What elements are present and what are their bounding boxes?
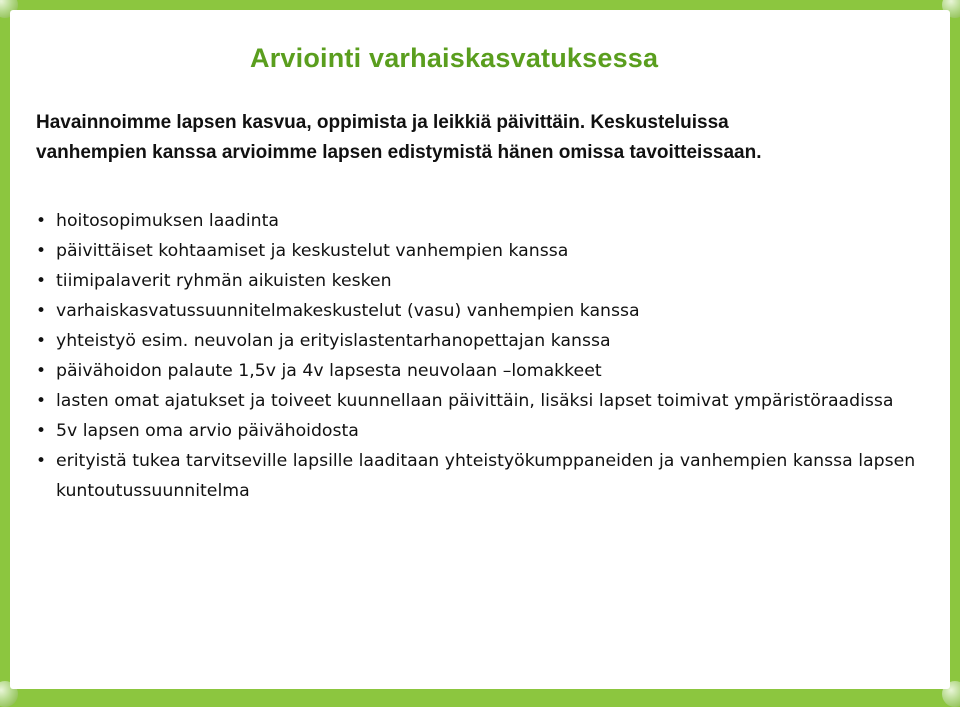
bullet-text: varhaiskasvatussuunnitelmakeskustelut (vasu) vanhempien kanssa xyxy=(56,301,640,321)
bullet-icon: • xyxy=(36,421,47,441)
bullet-text: hoitosopimuksen laadinta xyxy=(56,211,279,231)
bullet-icon: • xyxy=(36,241,47,261)
bullet-item xyxy=(36,206,936,236)
bullet-text: lasten omat ajatukset ja toiveet kuunnellaan päivittäin, lisäksi lapset toimivat ympäristöraadissa xyxy=(56,391,894,411)
bullet-icon: • xyxy=(36,211,47,231)
bullet-text: päivittäiset kohtaamiset ja keskustelut vanhempien kanssa xyxy=(56,241,569,261)
bullet-item xyxy=(36,446,936,506)
intro-paragraph xyxy=(36,108,916,168)
bullet-text: tiimipalaverit ryhmän aikuisten kesken xyxy=(56,271,392,291)
bullet-icon: • xyxy=(36,331,47,351)
bullet-text: päivähoidon palaute 1,5v ja 4v lapsesta neuvolaan –lomakkeet xyxy=(56,361,602,381)
slide-content xyxy=(10,10,950,689)
bullet-item xyxy=(36,356,936,386)
intro-line-2: vanhempien kanssa arvioimme lapsen edistymistä hänen omissa tavoitteissaan. xyxy=(36,142,762,163)
bullet-icon: • xyxy=(36,451,47,471)
bullet-icon: • xyxy=(36,271,47,291)
bullet-item xyxy=(36,416,936,446)
bullet-item xyxy=(36,326,936,356)
bullet-text: yhteistyö esim. neuvolan ja erityislastentarhanopettajan kanssa xyxy=(56,331,611,351)
bullet-icon: • xyxy=(36,391,47,411)
bullet-text: 5v lapsen oma arvio päivähoidosta xyxy=(56,421,359,441)
bullet-item xyxy=(36,236,936,266)
bullet-list xyxy=(36,206,936,506)
bullet-item xyxy=(36,386,936,416)
bullet-item xyxy=(36,266,936,296)
bullet-icon: • xyxy=(36,301,47,321)
bullet-item xyxy=(36,296,936,326)
slide-title: Arviointi varhaiskasvatuksessa xyxy=(250,43,659,73)
intro-line-1: Havainnoimme lapsen kasvua, oppimista ja leikkiä päivittäin. Keskusteluissa xyxy=(36,112,729,133)
bullet-icon: • xyxy=(36,361,47,381)
bullet-text: erityistä tukea tarvitseville lapsille laaditaan yhteistyökumppaneiden ja vanhempien kanssa lapsen kuntoutussuunnitelma xyxy=(56,451,916,501)
